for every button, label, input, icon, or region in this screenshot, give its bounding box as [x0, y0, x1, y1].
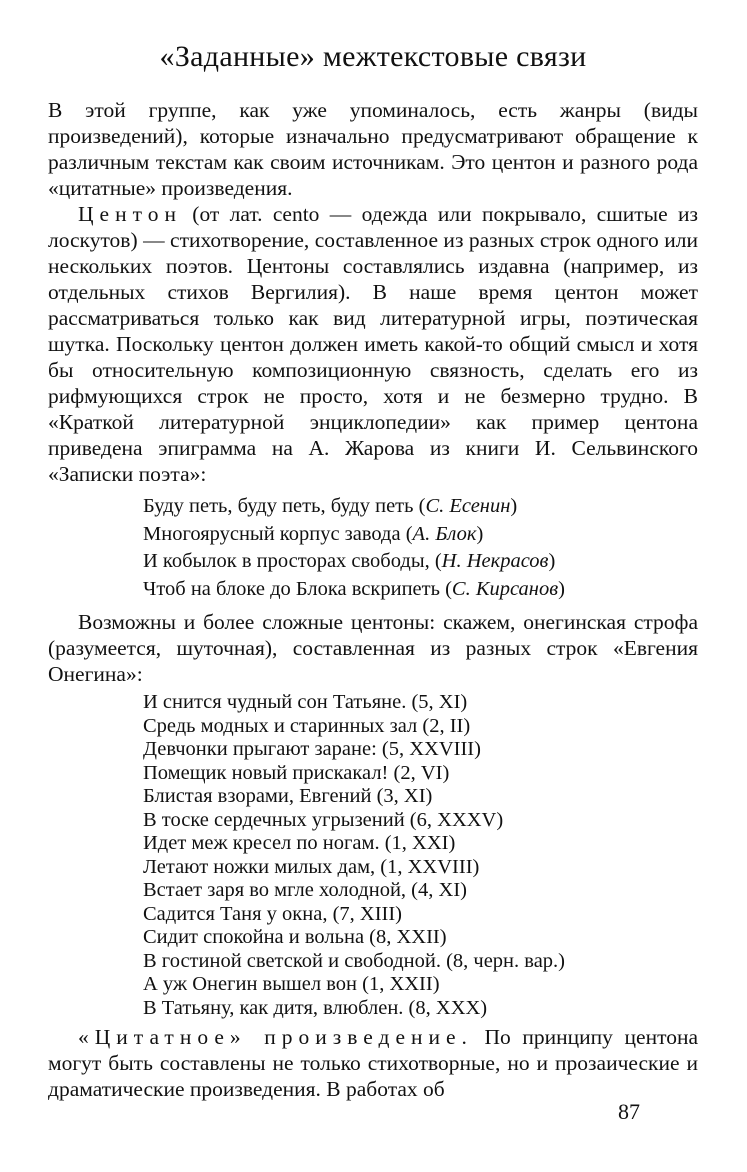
paragraph-intro: В этой группе, как уже упоминалось, есть жанры (виды произведений), которые изначально предусматривают обращение к различным текстам как своим источникам. Это центон и разного рода «цитатные» произведения.	[48, 98, 698, 200]
verse-line: Встает заря во мгле холодной, (4, XI)	[143, 879, 467, 901]
verse-line: Летают ножки милых дам, (1, XXVIII)	[143, 855, 480, 878]
author-name: С. Кирсанов	[451, 577, 559, 600]
verse-line: В гостиной светской и свободной. (8, черн. вар.)	[143, 949, 565, 972]
paragraph-complex-cento: Возможны и более сложные центоны: скажем, онегинская строфа (разумеется, шуточная), составленная из разных строк «Евгения Онегина»:	[48, 610, 698, 686]
verse-line: Блистая взорами, Евгений (3, XI)	[143, 785, 433, 807]
term-cento: Центон	[78, 202, 182, 226]
author-name: Н. Некрасов	[441, 550, 549, 572]
verse-line: Буду петь, буду петь, буду петь (С. Есенин)	[143, 495, 518, 517]
body-text	[48, 97, 698, 1102]
onegin-stanza	[143, 691, 698, 1020]
page-title: «Заданные» межтекстовые связи	[159, 40, 587, 73]
verse-line: И кобылок в просторах свободы, (Н. Некрасов)	[143, 550, 556, 572]
epigram-verse	[143, 493, 698, 603]
verse-line: И снится чудный сон Татьяне. (5, XI)	[143, 691, 468, 713]
verse-line: Средь модных и старинных зал (2, II)	[143, 714, 471, 737]
verse-line: Чтоб на блоке до Блока вскрипеть (С. Кирсанов)	[143, 577, 565, 600]
verse-line: В тоске сердечных угрызений (6, XXXV)	[143, 808, 504, 831]
verse-line: Многоярусный корпус завода (А. Блок)	[143, 522, 484, 545]
paragraph-quotation	[48, 1024, 698, 1102]
author-name: С. Есенин	[425, 495, 511, 517]
verse-line: А уж Онегин вышел вон (1, XXII)	[143, 973, 440, 995]
page	[48, 0, 698, 1172]
paragraph-cento	[48, 201, 698, 487]
term-quotation-work: «Цитатное» произведение.	[78, 1025, 473, 1049]
paragraph-cento-text: (от лат. cento — одежда или покрывало, сшитые из лоскутов) — стихотворение, составленное из разных строк одного или нескольких поэтов. Центоны составлялись издавна (например, из отдельных стихов Вергилия). В наше время центон может рассматриваться только как вид литературной игры, поэтическая шутка. Поскольку центон должен иметь какой-то общий смысл и хотя бы относительную композиционную связность, сделать его из рифмующихся строк не просто, хотя и не безмерно трудно. В «Краткой литературной энциклопедии» как пример центона приведена эпиграмма на А. Жарова из книги И. Сельвинского «Записки поэта»:	[48, 202, 698, 486]
page-number: 87	[618, 1099, 640, 1124]
verse-line: Садится Таня у окна, (7, XIII)	[143, 902, 403, 925]
verse-line: Помещик новый прискакал! (2, VI)	[143, 761, 450, 784]
verse-line: Идет меж кресел по ногам. (1, XXI)	[143, 832, 456, 854]
verse-line: В Татьяну, как дитя, влюблен. (8, XXX)	[143, 996, 488, 1019]
verse-line: Сидит спокойна и вольна (8, XXII)	[143, 926, 447, 948]
author-name: А. Блок	[412, 522, 477, 545]
paragraph-quotation-text: По принципу центона могут быть составлены не только стихотворные, но и прозаические и драматические произведения. В работах об	[48, 1025, 698, 1101]
verse-line: Девчонки прыгают заране: (5, XXVIII)	[143, 738, 481, 760]
